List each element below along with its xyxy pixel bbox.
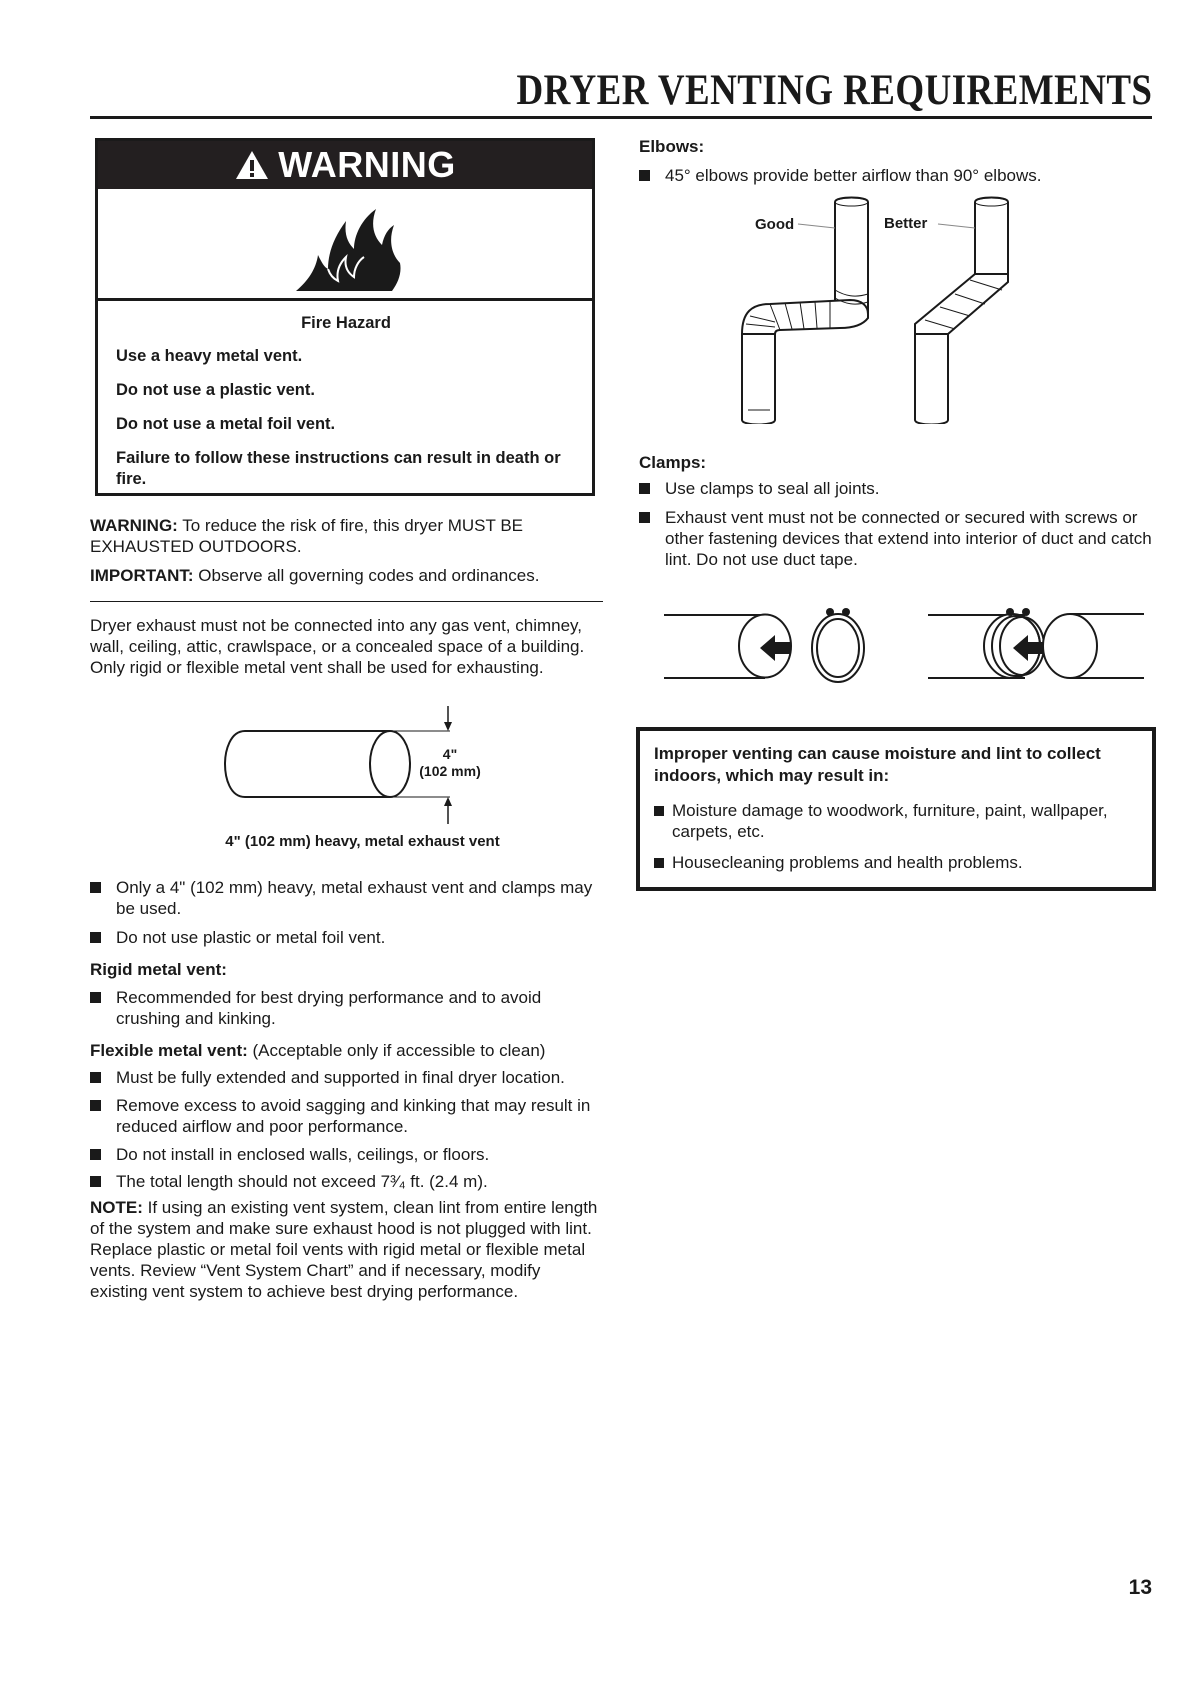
vent-caption: 4" (102 mm) heavy, metal exhaust vent — [225, 833, 500, 850]
list-item: 45° elbows provide better airflow than 90° elbows. — [639, 165, 1159, 186]
warning-paragraph — [90, 515, 590, 557]
list-item: Exhaust vent must not be connected or secured with screws or other fastening devices that extend into interior of duct and catch lint. Do not use duct tape. — [639, 507, 1159, 570]
warning-heading: WARNING — [278, 144, 456, 185]
flame-area — [98, 189, 592, 301]
warning-box — [95, 138, 595, 496]
warning-body: To reduce the risk of fire, this dryer MUST BE EXHAUSTED OUTDOORS. — [90, 516, 523, 556]
vent-dimension-mm: (102 mm) — [419, 763, 481, 779]
flex-heading-line — [90, 1040, 600, 1061]
list-item: Do not install in enclosed walls, ceilings, or floors. — [90, 1144, 600, 1165]
elbows-heading: Elbows: — [639, 137, 705, 156]
exhaust-paragraph: Dryer exhaust must not be connected into any gas vent, chimney, wall, ceiling, attic, crawlspace, or a concealed space of a building. Only rigid or flexible metal vent shall be used for exhausting. — [90, 616, 585, 677]
label-good: Good — [755, 216, 795, 233]
list-item: Moisture damage to woodwork, furniture, paint, wallpaper, carpets, etc. — [654, 800, 1138, 842]
warning-line: Failure to follow these instructions can result in death or fire. — [116, 449, 561, 488]
clamps-bullets — [639, 478, 1159, 570]
list-item: Only a 4" (102 mm) heavy, metal exhaust vent and clamps may be used. — [90, 877, 600, 919]
warning-label: WARNING: — [90, 516, 178, 535]
list-item: Must be fully extended and supported in final dryer location. — [90, 1067, 600, 1088]
note-label: NOTE: — [90, 1198, 143, 1217]
warning-line: Do not use a plastic vent. — [116, 381, 315, 399]
clamps-heading: Clamps: — [639, 453, 707, 472]
list-item: Recommended for best drying performance and to avoid crushing and kinking. — [90, 987, 600, 1029]
warning-text — [116, 313, 576, 503]
fire-icon — [288, 197, 408, 297]
label-better: Better — [884, 215, 928, 232]
warning-line: Use a heavy metal vent. — [116, 347, 303, 365]
list-item: Remove excess to avoid sagging and kinking that may result in reduced airflow and poor performance. — [90, 1095, 600, 1137]
improper-heading: Improper venting can cause moisture and lint to collect indoors, which may result in: — [654, 744, 1101, 785]
list-item: Use clamps to seal all joints. — [639, 478, 1159, 499]
note-body: If using an existing vent system, clean lint from entire length of the system and make sure exhaust hood is not plugged with lint. Replace plastic or metal foil vents with rigid metal or flexible metal vents. Review “Vent System Chart” and if necessary, modify existing vent system to achieve best drying performance. — [90, 1198, 598, 1301]
rigid-heading: Rigid metal vent: — [90, 960, 227, 979]
vent-bullets — [90, 877, 600, 1302]
vent-dimension — [410, 746, 490, 780]
list-item: Housecleaning problems and health problems. — [654, 852, 1138, 873]
title-divider — [90, 116, 1152, 119]
elbows-bullets — [639, 165, 1159, 186]
clamps-diagram — [660, 600, 1160, 710]
improper-venting-box — [636, 727, 1156, 891]
page-number: 13 — [1128, 1576, 1152, 1599]
vent-dimension-inch: 4" — [442, 746, 458, 762]
warning-header — [98, 141, 592, 189]
list-item: The total length should not exceed 7³⁄₄ ft. (2.4 m). — [90, 1171, 600, 1192]
flex-note: (Acceptable only if accessible to clean) — [247, 1041, 546, 1060]
important-paragraph — [90, 565, 600, 586]
important-body: Observe all governing codes and ordinances. — [193, 566, 540, 585]
page-title: DRYER VENTING REQUIREMENTS — [516, 67, 1152, 114]
list-item: Do not use plastic or metal foil vent. — [90, 927, 600, 948]
note-paragraph — [90, 1197, 600, 1302]
flex-heading: Flexible metal vent: — [90, 1041, 248, 1060]
warning-triangle-icon — [234, 149, 270, 181]
warning-line: Do not use a metal foil vent. — [116, 415, 336, 433]
section-divider — [90, 601, 603, 602]
important-label: IMPORTANT: — [90, 566, 194, 585]
hazard-title: Fire Hazard — [301, 314, 391, 332]
